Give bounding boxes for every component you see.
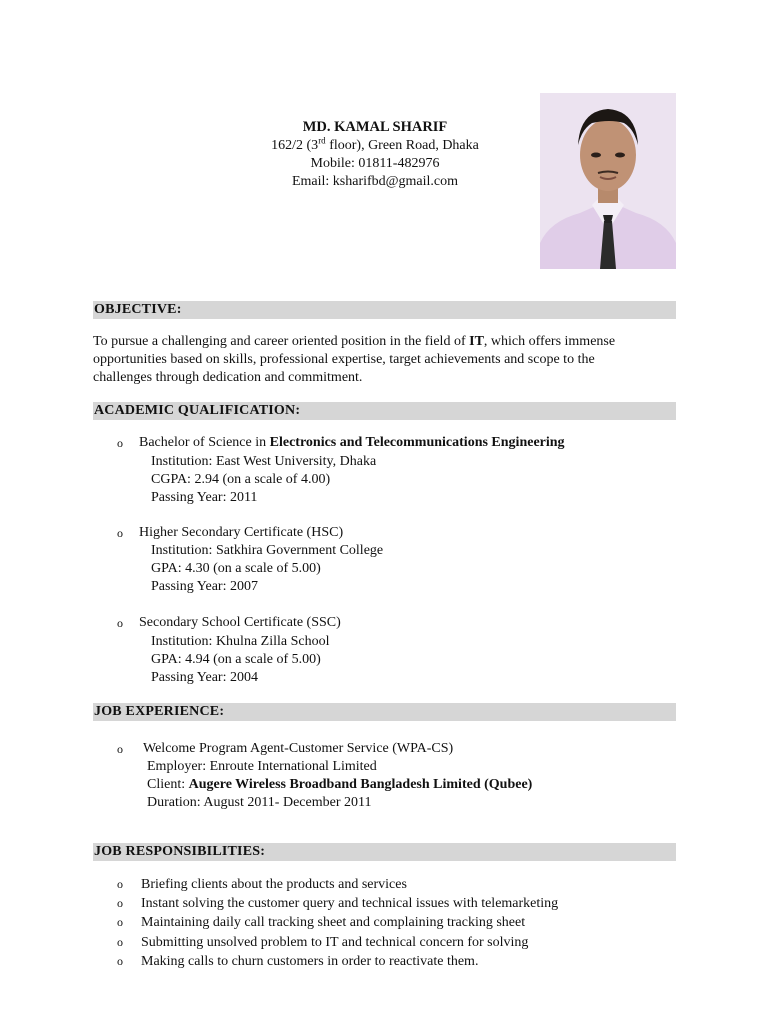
- objective-text-part: To pursue a challenging and career oriented position in the field of: [93, 334, 470, 349]
- job-employer: Employer: Enroute International Limited: [147, 759, 377, 774]
- email-line: Email: ksharifbd@gmail.com: [291, 174, 459, 189]
- academic-heading: ACADEMIC QUALIFICATION:: [94, 403, 301, 418]
- degree-ssc-details: [151, 633, 330, 687]
- degree-bsc-details: [151, 453, 376, 507]
- mobile-line: Mobile: 01811-482976: [310, 156, 440, 171]
- responsibilities-heading-bar: [93, 843, 676, 861]
- address-superscript: rd: [318, 135, 326, 146]
- hsc-grade: GPA: 4.30 (on a scale of 5.00): [151, 561, 321, 576]
- degree-hsc-title: Higher Secondary Certificate (HSC): [139, 525, 344, 540]
- responsibilities-items: [117, 875, 558, 971]
- job-details: [147, 758, 532, 812]
- list-item: [117, 933, 558, 952]
- degree-bsc-title: [139, 434, 565, 452]
- portrait-illustration: [540, 93, 676, 269]
- hsc-year: Passing Year: 2007: [151, 579, 258, 594]
- bullet-icon: o: [117, 616, 123, 630]
- job-title: Welcome Program Agent-Customer Service (WPA-CS): [143, 741, 454, 756]
- bullet-icon: o: [117, 877, 123, 891]
- responsibility-text: Instant solving the customer query and technical issues with telemarketing: [141, 896, 559, 912]
- objective-line-2: opportunities based on skills, professional expertise, target achievements and scope to the: [93, 352, 595, 367]
- academic-heading-bar: [93, 402, 676, 420]
- bsc-grade: CGPA: 2.94 (on a scale of 4.00): [151, 472, 331, 487]
- objective-text: [93, 333, 683, 387]
- ssc-grade: GPA: 4.94 (on a scale of 5.00): [151, 652, 321, 667]
- ssc-institution: Institution: Khulna Zilla School: [151, 634, 330, 649]
- bullet-icon: o: [117, 953, 123, 968]
- client-label: Client:: [147, 777, 189, 792]
- bsc-year: Passing Year: 2011: [151, 490, 258, 505]
- list-item: [117, 894, 558, 913]
- address-part: floor), Green Road, Dhaka: [325, 138, 479, 153]
- degree-hsc-details: [151, 542, 383, 596]
- objective-text-part: , which offers immense: [483, 334, 616, 349]
- job-duration: Duration: August 2011- December 2011: [147, 795, 372, 810]
- bullet-icon: o: [117, 436, 123, 450]
- contact-header: [150, 118, 600, 191]
- bullet-icon: o: [117, 934, 123, 949]
- responsibility-text: Maintaining daily call tracking sheet and complaining tracking sheet: [141, 915, 526, 931]
- bullet-icon: o: [117, 526, 123, 540]
- list-item: [117, 913, 558, 932]
- degree-title-part: Bachelor of Science in: [139, 435, 270, 450]
- experience-heading-bar: [93, 703, 676, 721]
- ssc-year: Passing Year: 2004: [151, 670, 258, 685]
- responsibility-text: Submitting unsolved problem to IT and technical concern for solving: [141, 934, 529, 950]
- objective-line-1: [93, 333, 683, 351]
- address-line: [150, 137, 600, 155]
- bullet-icon: o: [117, 742, 123, 756]
- objective-highlight: IT: [469, 334, 484, 349]
- degree-ssc-title: Secondary School Certificate (SSC): [139, 615, 341, 630]
- responsibility-text: Briefing clients about the products and services: [141, 877, 407, 892]
- bullet-icon: o: [117, 896, 123, 911]
- bullet-icon: o: [117, 915, 123, 930]
- experience-heading: JOB EXPERIENCE:: [94, 704, 225, 719]
- bsc-institution: Institution: East West University, Dhaka: [151, 454, 377, 469]
- hsc-institution: Institution: Satkhira Government College: [151, 543, 384, 558]
- objective-heading-bar: [93, 301, 676, 319]
- portrait-photo-icon: [540, 93, 676, 269]
- address-part: 162/2 (3: [271, 138, 319, 153]
- list-item: [117, 875, 558, 894]
- responsibility-text: Making calls to churn customers in order to reactivate them.: [141, 953, 479, 969]
- objective-line-3: challenges through dedication and commitment.: [93, 370, 363, 385]
- responsibilities-heading: JOB RESPONSIBILITIES:: [94, 844, 266, 859]
- candidate-name: MD. KAMAL SHARIF: [302, 119, 448, 135]
- job-client: [147, 776, 532, 794]
- degree-major: Electronics and Telecommunications Engineering: [269, 435, 565, 450]
- objective-heading: OBJECTIVE:: [94, 302, 182, 317]
- client-name: Augere Wireless Broadband Bangladesh Limited (Qubee): [188, 777, 533, 792]
- responsibilities-list: [117, 875, 558, 971]
- list-item: [117, 952, 558, 971]
